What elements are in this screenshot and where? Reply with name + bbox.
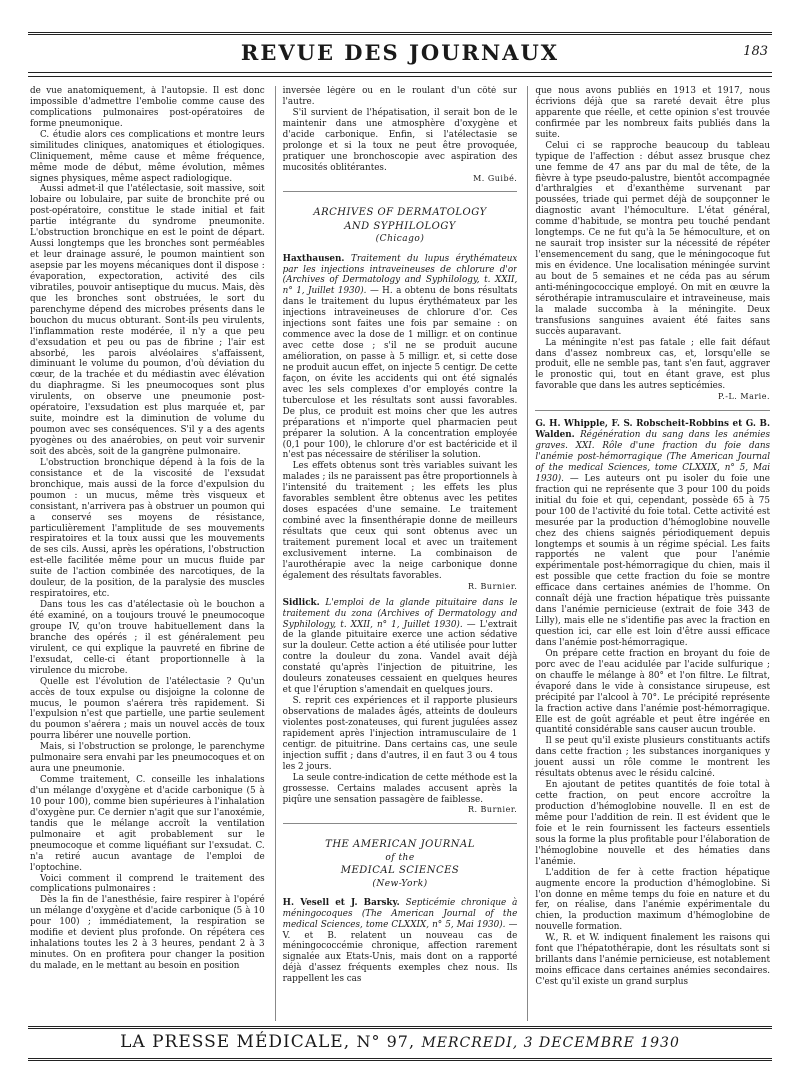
article-author: H. Vesell et J. Barsky. [282, 897, 400, 908]
paragraph: Aussi admet-il que l'atélectasie, soit massive, soit lobaire ou lobulaire, par suite de bronchite pré ou post-opératoire, constitue le stade initial et fait partie intégrante du syndrome pneumonite. L'obstruction bronchique en est le point de départ. Aussi longtemps que les bronches sont perméables et leur drainage assuré, le poumon maintient son asepsie par les moyens mécaniques dont il dispose : évaporation, expectoration, activité des cils vibratiles, pouvoir antiseptique du mucus. Mais, dès que les bronches sont obstruées, le sort du parenchyme dépend des microbes présents dans le bouchon du mucus obturant. Sont-ils peu virulents, l'inflammation reste modérée, il n'y a que peu d'exsudation et peu ou pas de fibrine ; l'air est absorbé, les parois alvéolaires s'affaissent, diminuant le volume du poumon, d'où déviation du cœur, de la trachée et du médiastin avec élévation du diaphragme. Si les pneumocoques sont plus virulents, on observe une pneumonie post-opératoire, l'exsudation est plus marquée et, par suite, moindre est la diminution de volume du poumon avec ses conséquences. S'il y a des agents pyogènes ou des anaérobies, on peut voir survenir soit des abcès, soit de la gangrène pulmonaire. [30, 184, 265, 457]
text-columns [30, 86, 770, 1021]
paragraph: Quelle est l'évolution de l'atélectasie ? Qu'un accès de toux expulse ou disjoigne la colonne de mucus, le poumon s'aérera très rapidement. Si l'expulsion n'est que partielle, une partie seulement du poumon s'aérera ; mais un nouvel accès de toux pourra libérer une nouvelle portion. [30, 676, 265, 742]
paragraph: Il se peut qu'il existe plusieurs constituants actifs dans cette fraction ; les substances inorganiques y jouent aussi un rôle comme le montrent les résultats obtenus avec le résidu calciné. [535, 736, 771, 780]
header-rule-2 [28, 76, 772, 77]
footer-rule-bottom [28, 1058, 772, 1061]
journal-name-line: ARCHIVES OF DERMATOLOGY [313, 207, 487, 219]
article-author: G. H. Whipple, F. S. Robscheit-Robbins et G. B. Walden. [535, 419, 771, 441]
article-reference: (Archives of Dermatology and Syphilology, t. XXII, n° 1, Juillet 1930). [282, 608, 518, 630]
journal-name-line: MEDICAL SCIENCES [340, 865, 460, 877]
article-text: — V. et B. relatent un nouveau cas de méningococcémie chronique, affection rarement signalée aux Etats-Unis, mais dont on a rapporté déjà d'assez fréquents exemples chez nous. Ils rappellent les cas [282, 919, 518, 985]
article-title: Traitement du lupus érythémateux par les injections intraveineuses de chlorure d'or [282, 253, 518, 275]
article-title: Régénération du sang dans les anémies graves. XXI. Rôle d'une fraction du foie dans l'anémie post-hémorragique [535, 430, 771, 463]
paragraph: Comme traitement, C. conseille les inhalations d'un mélange d'oxygène et d'acide carbonique (5 à 10 pour 100), comme bien supérieures à l'inhalation d'oxygène pur. Ce dernier n'agit que sur l'anoxémie, tandis que le mélange accroît la ventilation pulmonaire et agit probablement sur le pneumocoque et comme liquéfiant sur l'exsudat. C. n'a retiré aucun avantage de l'emploi de l'optochine. [30, 775, 265, 873]
article-abstract [535, 419, 770, 649]
article-text: — Les auteurs ont pu isoler du foie une fraction qui ne représente que 3 pour 100 du poids initial du foie et qui, cependant, possède 65 à 75 pour 100 de l'activité du foie total. Cette activité est mesurée par la production d'hémoglobine nouvelle chez des chiens saignés périodiquement depuis longtemps et soumis à un régime spécial. Les faits rapportés ne valent que pour l'anémie expérimentale post-hémorragique du chien, mais il est possible que cette fraction du foie se montre efficace dans certaines anémies de l'homme. On connaît déjà une fraction hépatique très puissante dans l'anémie pernicieuse (extrait de foie 343 de Lilly), mais elle ne s'identifie pas avec la fraction en question ici, car elle est loin d'être aussi efficace dans l'anémie post-hémorragique. [535, 473, 771, 648]
footer [0, 1032, 800, 1052]
article-text: — H. a obtenu de bons résultats dans le traitement du lupus érythémateux par les injections intraveineuses de chlorure d'or. Ces injections sont faites une fois par semaine : on commence avec la dose de 1 milligr. et on continue avec cette dose ; s'il ne se produit aucune amélioration, on passe à 5 milligr. et, si cette dose ne produit aucun effet, on injecte 5 centigr. De cette façon, on évite les accidents qui ont été signalés avec les sels complexes d'or employés contre la tuberculose et les résultats sont aussi favorables. De plus, ce produit est moins cher que les autres préparations et n'importe quel pharmacien peut préparer la solution. A la concentration employée (0,1 pour 100), le chlorure d'or est bactéricide et il n'est pas nécessaire de stériliser la solution. [282, 286, 518, 461]
journal-name-line: of the [385, 852, 415, 863]
paragraph: Celui ci se rapproche beaucoup du tableau typique de l'affection : début assez brusque chez une femme de 47 ans par du mal de tête, de la fièvre à type pseudo-palustre, bientôt accompagnée d'arthralgies et d'exanthème survenant par poussées, triade qui permet déjà de soupçonner le diagnostic avant l'hémoculture. L'état général, comme d'habitude, se montra peu touché pendant longtemps. Ce ne fut qu'à la 5e hémoculture, et on ne saurait trop insister sur la nécessité de répéter l'ensemencement du sang, que le méningocoque fut mis en évidence. Une localisation méningée survint au bout de 5 semaines et ne céda pas au sérum anti-méningococcique employé. On mit en œuvre la sérothérapie intramusculaire et intraveineuse, mais la malade succomba à la méningite. Deux transfusions sanguines avaient été faites sans succès auparavant. [535, 140, 771, 337]
paragraph: La seule contre-indication de cette méthode est la grossesse. Certains malades accusent après la piqûre une sensation passagère de faiblesse. [282, 772, 518, 805]
author-signature: R. Burnier. [467, 581, 518, 591]
column-right [527, 86, 770, 1021]
paragraph: Mais, si l'obstruction se prolonge, le parenchyme pulmonaire sera envahi par les pneumocoques et on aura une pneumonie. [30, 742, 265, 775]
journal-section-heading [283, 206, 518, 245]
paragraph: W., R. et W. indiquent finalement les raisons qui font que l'hépatothérapie, dont les résultats sont si brillants dans l'anémie pernicieuse, est notablement moins efficace dans certaines anémies secondaires. C'est qu'il existe un grand surplus [535, 933, 771, 988]
top-rule [28, 32, 772, 35]
author-signature: P.-L. Marie. [717, 392, 771, 402]
header-rule [28, 72, 772, 73]
paragraph: Les effets obtenus sont très variables suivant les malades ; ils ne paraissent pas être proportionnels à l'intensité du traitement ; les effets les plus favorables semblent être obtenus avec les petites doses espacées d'une semaine. Le traitement combiné avec la finsenthérapie donne de meilleurs résultats que ceux qui sont obtenus avec un traitement purement local et avec un traitement exclusivement interne. La combinaison de l'aurothérapie avec la neige carbonique donne également des résultats favorables. [282, 461, 518, 581]
article-title: L'emploi de la glande pituitaire dans le traitement du zona [282, 597, 518, 619]
journal-city: (Chicago) [375, 234, 425, 245]
paragraph: L'addition de fer à cette fraction hépatique augmente encore la production d'hémoglobine. Si l'on donne en même temps du foie en nature et du fer, on réalise, dans l'anémie expérimentale du chien, la production maximum d'hémoglobine de nouvelle formation. [535, 867, 771, 933]
article-reference: (The American Journal of the medical Sciences, tome CLXXIX, n° 5, Mai 1930). [282, 908, 518, 930]
paragraph: C. étudie alors ces complications et montre leurs similitudes cliniques, anatomiques et étiologiques. Cliniquement, même cause et même fréquence, même mode de début, même évolution, mêmes signes physiques, même aspect radiologique. [30, 129, 265, 184]
article-abstract [283, 598, 518, 696]
paragraph: Dans tous les cas d'atélectasie où le bouchon a été examiné, on a toujours trouvé le pneumocoque groupe IV, qu'on trouve habituellement dans la branche des opérés ; il est généralement peu virulent, ce qui explique la pauvreté en fibrine de l'exsudat, celle-ci étant proportionnelle à la virulence du microbe. [30, 600, 265, 676]
paragraph: S. reprit ces expériences et il rapporte plusieurs observations de malades âgés, atteints de douleurs violentes post-zonateuses, qui furent jugulées assez rapidement après l'injection intramusculaire de 1 centigr. de pituitrine. Dans certains cas, une seule injection suffit ; dans d'autres, il en faut 3 ou 4 tous les 2 jours. [282, 696, 518, 772]
footer-journal-name: LA PRESSE MÉDICALE, [120, 1032, 351, 1052]
page-title: REVUE DES JOURNAUX [240, 40, 560, 65]
author-signature: R. Burnier. [467, 805, 518, 815]
article-reference: (Archives of Dermatology and Syphilology, t. XXII, n° 1, Juillet 1930). [282, 275, 518, 297]
section-separator [535, 410, 770, 411]
column-middle [275, 86, 518, 1021]
footer-date: MERCREDI, 3 DECEMBRE 1930 [421, 1035, 680, 1051]
paragraph: En ajoutant de petites quantités de foie total à cette fraction, on peut encore accroître la production d'hémoglobine nouvelle. Il en est de même pour l'addition de rein. Il est évident que le foie et le rein fournissent les facteurs essentiels sous la forme la plus profitable pour l'élaboration de l'hémoglobine nouvelle et des hématies dans l'anémie. [535, 780, 771, 867]
author-signature: M. Guibé. [473, 173, 518, 183]
article-author: Sidlick. [282, 597, 320, 608]
paragraph: que nous avons publiés en 1913 et 1917, nous écrivions déjà que sa rareté devait être plus apparente que réelle, et cette opinion s'est trouvée confirmée par les nombreux faits publiés dans la suite. [535, 86, 771, 140]
paragraph: S'il survient de l'hépatisation, il serait bon de le maintenir dans une atmosphère d'oxygène et d'acide carbonique. Enfin, si l'atélectasie se prolonge et si la toux ne peut être provoquée, pratiquer une bronchoscopie avec aspiration des mucosités oblitérantes. [282, 107, 518, 173]
page-number: 183 [743, 44, 768, 59]
article-title: Septicémie chronique à méningocoques [282, 897, 518, 919]
journal-name-line: AND SYPHILOLOGY [344, 220, 456, 232]
paragraph: de vue anatomiquement, à l'autopsie. Il est donc impossible d'admettre l'embolie comme cause des complications pulmonaires post-opératoires de forme pneumonique. [30, 86, 265, 129]
article-abstract [283, 898, 518, 986]
article-author: Haxthausen. [282, 253, 345, 264]
paragraph: Dès la fin de l'anesthésie, faire respirer à l'opéré un mélange d'oxygène et d'acide carbonique (5 à 10 pour 100) ; immédiatement, la respiration se modifie et devient plus profonde. On répétera ces inhalations toutes les 2 à 3 heures, pendant 2 à 3 minutes. On en profitera pour changer la position du malade, en le mettant au besoin en position [30, 895, 265, 971]
paragraph: inversée légère ou en le roulant d'un côté sur l'autre. [282, 86, 518, 107]
journal-section-heading [283, 838, 518, 889]
section-separator [283, 823, 518, 824]
footer-rule [28, 1026, 772, 1029]
article-reference: (The American Journal of the medical Sciences, tome CLXXIX, n° 5, Mai 1930). [535, 452, 771, 484]
article-text: — L'extrait de la glande pituitaire exerce une action sédative sur la douleur. Cette action a été utilisée pour lutter contre la douleur du zona. Vandel avait déjà constaté qu'après l'injection de pituitrine, les douleurs zonateuses cessaient en quelques heures et que l'éruption s'amendait en quelques jours. [282, 619, 518, 696]
journal-name-line: THE AMERICAN JOURNAL [325, 839, 475, 851]
column-left [30, 86, 265, 1021]
journal-city: (New-York) [372, 878, 428, 889]
paragraph: On prépare cette fraction en broyant du foie de porc avec de l'eau acidulée par l'acide sulfurique ; on chauffe le mélange à 80° et l'on filtre. Le filtrat, évaporé dans le vide à consistance sirupeuse, est précipité par l'alcool à 70°. Le précipité représente la fraction active dans l'anémie post-hémorragique. Elle est de goût agréable et peut être ingérée en quantité considérable sans causer aucun trouble. [535, 648, 771, 736]
footer-issue-number: N° 97, [356, 1032, 416, 1051]
article-abstract [283, 254, 518, 462]
paragraph: La méningite n'est pas fatale ; elle fait défaut dans d'assez nombreux cas, et, lorsqu'elle se produit, elle ne semble pas, tant s'en faut, aggraver le pronostic qui, tout en étant grave, est plus favorable que dans les autres septicémies. [535, 337, 771, 392]
paragraph: Voici comment il comprend le traitement des complications pulmonaires : [30, 873, 265, 895]
section-separator [283, 191, 518, 192]
paragraph: L'obstruction bronchique dépend à la fois de la consistance et de la viscosité de l'exsudat bronchique, mais aussi de la force d'expulsion du poumon : un mucus, même très visqueux et consistant, n'arrivera pas à obstruer un poumon qui a conservé ses moyens de résistance, particulièrement l'amplitude de ses mouvements respiratoires et la toux aussi que les mouvements de ses cils. Aussi, après les opérations, l'obstruction est-elle facilitée même pour un mucus fluide par suite de l'action combinée des narcotiques, de la douleur, de la position, de la paralysie des muscles respiratoires, etc. [30, 457, 265, 600]
